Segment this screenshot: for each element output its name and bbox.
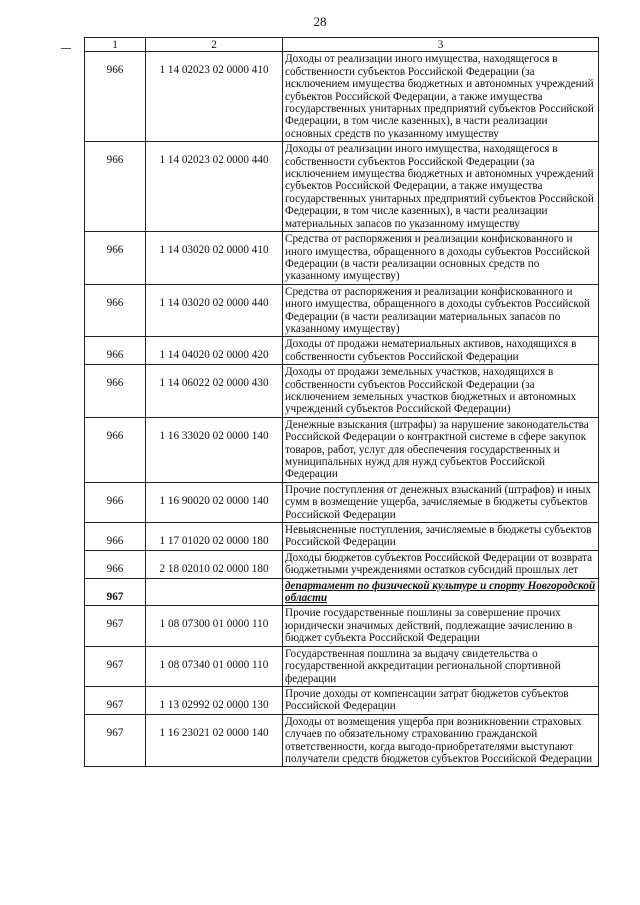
budget-code-cell: 2 18 02010 02 0000 180 bbox=[146, 550, 283, 578]
margin-mark bbox=[61, 48, 71, 49]
income-description-cell: Прочие государственные пошлины за совершение прочих юридически значимых действий, подлежащие зачислению в бюджет субъекта Российской Федерации bbox=[283, 606, 599, 646]
budget-code-cell: 1 14 03020 02 0000 440 bbox=[146, 284, 283, 337]
admin-code-cell: 967 bbox=[85, 686, 146, 714]
budget-code-cell: 1 14 03020 02 0000 410 bbox=[146, 232, 283, 285]
table-row bbox=[85, 337, 599, 365]
budget-code-cell: 1 14 06022 02 0000 430 bbox=[146, 365, 283, 418]
table-row bbox=[85, 523, 599, 551]
income-description-cell: департамент по физической культуре и спорту Новгородской области bbox=[283, 578, 599, 606]
income-description-cell: Невыясненные поступления, зачисляемые в бюджеты субъектов Российской Федерации bbox=[283, 523, 599, 551]
income-codes-table bbox=[84, 37, 599, 767]
table-row bbox=[85, 482, 599, 522]
budget-code-cell: 1 17 01020 02 0000 180 bbox=[146, 523, 283, 551]
admin-code-cell: 967 bbox=[85, 606, 146, 646]
table-row bbox=[85, 714, 599, 767]
admin-code-cell: 967 bbox=[85, 646, 146, 686]
admin-code-cell: 966 bbox=[85, 284, 146, 337]
income-description-cell: Средства от распоряжения и реализации конфискованного и иного имущества, обращенного в доходы субъектов Российской Федерации (в части реализации основных средств по указанному имуществу) bbox=[283, 232, 599, 285]
income-description-cell: Доходы от реализации иного имущества, находящегося в собственности субъектов Российской Федерации (за исключением имущества бюджетных и автономных учреждений субъектов Российской Федерации, а также имущества государственных унитарных предприятий субъектов Российской Федерации, в том числе казенных), в части реализации основных средств по указанному имуществу bbox=[283, 52, 599, 142]
admin-code-cell: 966 bbox=[85, 550, 146, 578]
income-description-cell: Доходы от продажи нематериальных активов, находящихся в собственности субъектов Российской Федерации bbox=[283, 337, 599, 365]
budget-code-cell: 1 13 02992 02 0000 130 bbox=[146, 686, 283, 714]
table-row bbox=[85, 550, 599, 578]
income-description-cell: Прочие доходы от компенсации затрат бюджетов субъектов Российской Федерации bbox=[283, 686, 599, 714]
column-header-3: 3 bbox=[283, 38, 599, 52]
department-row bbox=[85, 578, 599, 606]
table-row bbox=[85, 52, 599, 142]
budget-code-cell: 1 08 07300 01 0000 110 bbox=[146, 606, 283, 646]
table-row bbox=[85, 646, 599, 686]
table-row bbox=[85, 606, 599, 646]
budget-code-cell: 1 14 02023 02 0000 410 bbox=[146, 52, 283, 142]
budget-code-cell: 1 16 33020 02 0000 140 bbox=[146, 417, 283, 482]
admin-code-cell: 966 bbox=[85, 523, 146, 551]
income-description-cell: Доходы бюджетов субъектов Российской Федерации от возврата бюджетными учреждениями остатков субсидий прошлых лет bbox=[283, 550, 599, 578]
admin-code-cell: 966 bbox=[85, 365, 146, 418]
budget-code-cell: 1 14 04020 02 0000 420 bbox=[146, 337, 283, 365]
table-row bbox=[85, 142, 599, 232]
income-description-cell: Государственная пошлина за выдачу свидетельства о государственной аккредитации региональной спортивной федерации bbox=[283, 646, 599, 686]
admin-code-cell: 966 bbox=[85, 142, 146, 232]
table-row bbox=[85, 232, 599, 285]
admin-code-cell: 967 bbox=[85, 578, 146, 606]
budget-code-cell: 1 16 90020 02 0000 140 bbox=[146, 482, 283, 522]
admin-code-cell: 966 bbox=[85, 232, 146, 285]
income-description-cell: Доходы от продажи земельных участков, находящихся в собственности субъектов Российской Федерации (за исключением земельных участков бюджетных и автономных учреждений субъектов Российской Федерации) bbox=[283, 365, 599, 418]
column-header-1: 1 bbox=[85, 38, 146, 52]
budget-code-cell bbox=[146, 578, 283, 606]
table-row bbox=[85, 686, 599, 714]
column-header-2: 2 bbox=[146, 38, 283, 52]
admin-code-cell: 966 bbox=[85, 482, 146, 522]
income-description-cell: Денежные взыскания (штрафы) за нарушение законодательства Российской Федерации о контрактной системе в сфере закупок товаров, работ, услуг для обеспечения государственных и муниципальных нужд для нужд субъектов Российской Федерации bbox=[283, 417, 599, 482]
admin-code-cell: 966 bbox=[85, 417, 146, 482]
table-row bbox=[85, 417, 599, 482]
table-header-row bbox=[85, 38, 599, 52]
table-row bbox=[85, 284, 599, 337]
admin-code-cell: 967 bbox=[85, 714, 146, 767]
income-description-cell: Доходы от возмещения ущерба при возникновении страховых случаев по обязательному страхованию гражданской ответственности, когда выгодо-приобретателями выступают получатели средств бюджетов субъектов Российской Федерации bbox=[283, 714, 599, 767]
income-description-cell: Средства от распоряжения и реализации конфискованного и иного имущества, обращенного в доходы субъектов Российской Федерации (в части реализации материальных запасов по указанному имуществу) bbox=[283, 284, 599, 337]
income-description-cell: Прочие поступления от денежных взысканий (штрафов) и иных сумм в возмещение ущерба, зачисляемые в бюджеты субъектов Российской Федерации bbox=[283, 482, 599, 522]
budget-code-cell: 1 14 02023 02 0000 440 bbox=[146, 142, 283, 232]
budget-code-cell: 1 16 23021 02 0000 140 bbox=[146, 714, 283, 767]
admin-code-cell: 966 bbox=[85, 337, 146, 365]
admin-code-cell: 966 bbox=[85, 52, 146, 142]
budget-code-cell: 1 08 07340 01 0000 110 bbox=[146, 646, 283, 686]
table-row bbox=[85, 365, 599, 418]
income-description-cell: Доходы от реализации иного имущества, находящегося в собственности субъектов Российской Федерации (за исключением имущества бюджетных и автономных учреждений субъектов Российской Федерации, а также имущества государственных унитарных предприятий субъектов Российской Федерации, в том числе казенных), в части реализации материальных запасов по указанному имуществу bbox=[283, 142, 599, 232]
page-number: 28 bbox=[313, 14, 327, 29]
